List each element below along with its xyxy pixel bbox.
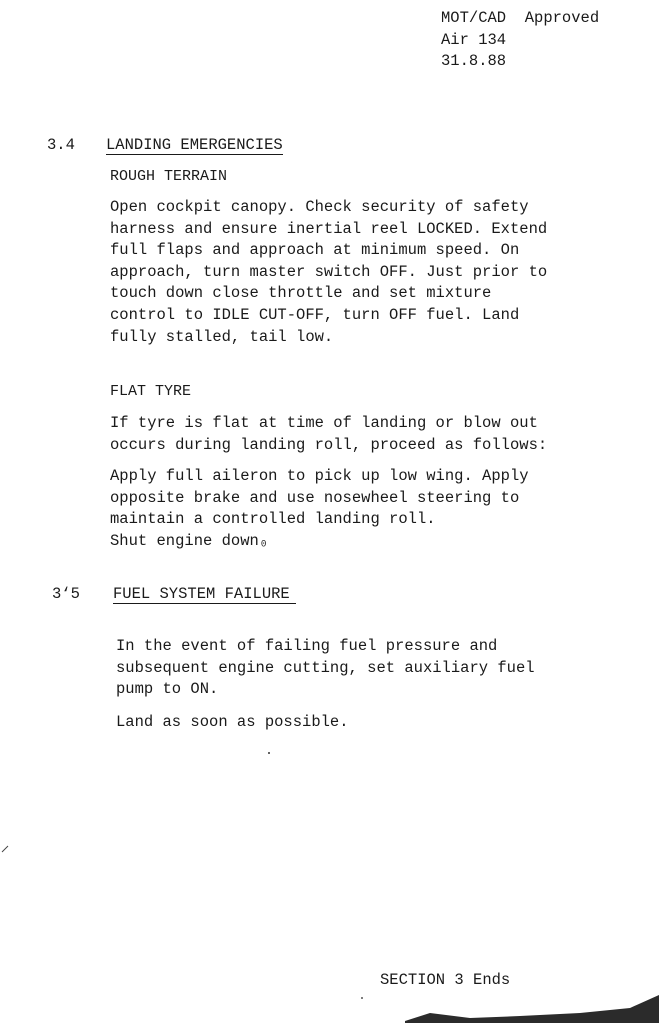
approval-authority: MOT/CAD Approved [441, 9, 600, 27]
rough-terrain-paragraph: Open cockpit canopy. Check security of safety harness and ensure inertial reel LOCKED. Extend full flaps and approach at minimum speed. On approach, turn master switch OFF. Just prior to touch down close throttle and set mixture control to IDLE CUT-OFF, turn OFF fuel. Land fully stalled, tail low. [110, 198, 548, 346]
scan-speck-footer [361, 997, 363, 999]
flat-tyre-procedure: Apply full aileron to pick up low wing. Apply opposite brake and use nosewheel steering to maintain a controlled landing roll. Shut engine down₀ [110, 467, 529, 550]
scan-edge-line [2, 846, 8, 852]
approval-reference: Air 134 [441, 30, 507, 49]
approval-header [441, 8, 599, 73]
flat-tyre-paragraph: If tyre is flat at time of landing or blow out occurs during landing roll, proceed as follows: [110, 414, 548, 454]
section-number: 3.4 [47, 136, 75, 154]
subsection-heading: FLAT TYRE [110, 383, 192, 400]
approval-date: 31.8.88 [441, 52, 507, 70]
fuel-failure-instruction: Land as soon as possible. [116, 713, 349, 731]
section-title: FUEL SYSTEM FAILURE [113, 585, 296, 604]
subsection-heading: ROUGH TERRAIN [110, 168, 228, 185]
scan-speck [268, 752, 270, 754]
section-number: 3‘5 [52, 585, 80, 603]
scan-edge-smudge [405, 995, 659, 1023]
section-title: LANDING EMERGENCIES [106, 136, 283, 154]
section-end-footer: SECTION 3 Ends [380, 971, 511, 989]
fuel-failure-paragraph: In the event of failing fuel pressure and subsequent engine cutting, set auxiliary fuel pump to ON. [116, 637, 535, 699]
